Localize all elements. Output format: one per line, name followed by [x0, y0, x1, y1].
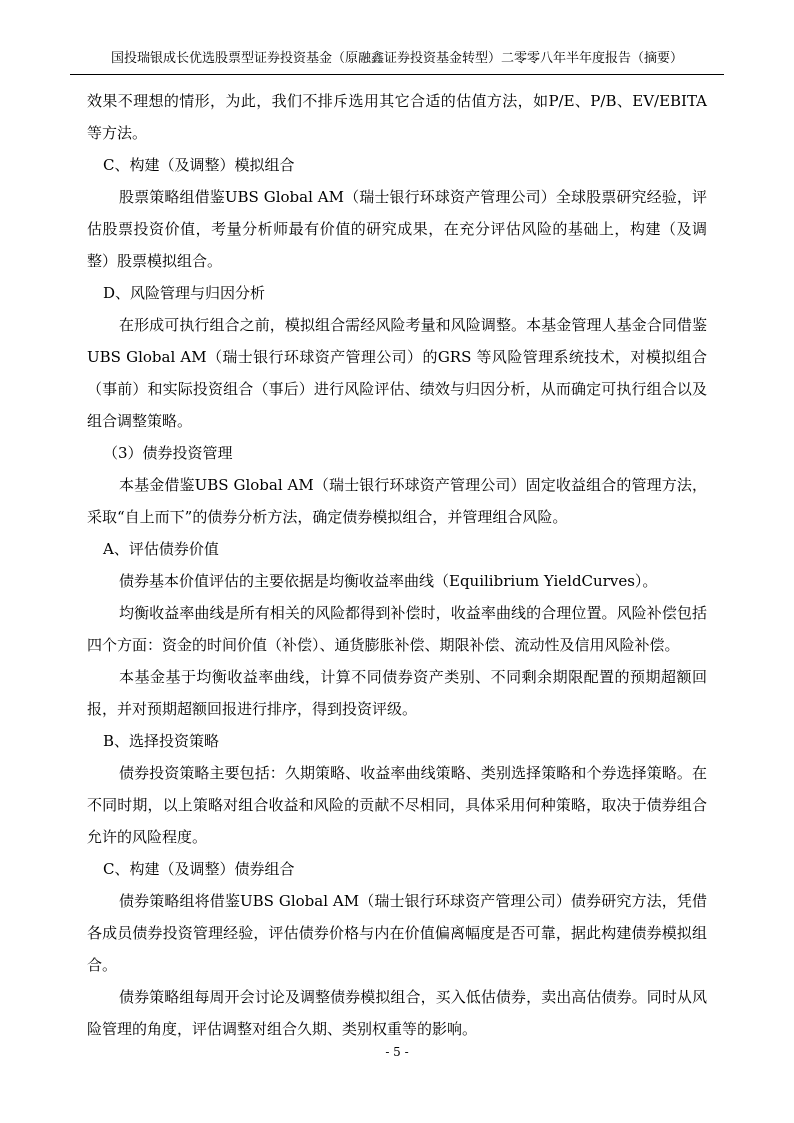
section-heading-risk-attribution: D、风险管理与归因分析 — [103, 284, 266, 302]
paragraph-excess-return-ranking: 本基金基于均衡收益率曲线，计算不同债券资产类别、不同剩余期限配置的预期超额回报，并对预期超额回报进行排序，得到投资评级。 — [87, 668, 707, 718]
paragraph-equilibrium-yield-curve: 债券基本价值评估的主要依据是均衡收益率曲线（Equilibrium YieldCurves）。 — [119, 572, 658, 590]
paragraph-bond-research: 债券策略组将借鉴UBS Global AM（瑞士银行环球资产管理公司）债券研究方法，凭借各成员债券投资管理经验，评估债券价格与内在价值偏离幅度是否可靠，据此构建债券模拟组合。 — [87, 892, 707, 974]
section-heading-investment-strategy: B、选择投资策略 — [103, 732, 220, 750]
section-heading-build-bond-portfolio: C、构建（及调整）债券组合 — [103, 860, 295, 878]
section-heading-bond-management: （3）债券投资管理 — [103, 444, 233, 462]
paragraph-risk-compensation: 均衡收益率曲线是所有相关的风险都得到补偿时，收益率曲线的合理位置。风险补偿包括四个方面：资金的时间价值（补偿）、通货膨胀补偿、期限补偿、流动性及信用风险补偿。 — [87, 604, 707, 654]
paragraph-risk-management: 在形成可执行组合之前，模拟组合需经风险考量和风险调整。本基金管理人基金合同借鉴UBS Global AM（瑞士银行环球资产管理公司）的GRS 等风险管理系统技术，对模拟组合（事前）和实际投资组合（事后）进行风险评估、绩效与归因分析，从而确定可执行组合以及组合调整策略。 — [87, 316, 707, 430]
paragraph-weekly-adjustment: 债券策略组每周开会讨论及调整债券模拟组合，买入低估债券，卖出高估债券。同时从风险管理的角度，评估调整对组合久期、类别权重等的影响。 — [87, 988, 707, 1038]
paragraph-equity-model-portfolio: 股票策略组借鉴UBS Global AM（瑞士银行环球资产管理公司）全球股票研究经验，评估股票投资价值，考量分析师最有价值的研究成果，在充分评估风险的基础上，构建（及调整）股票模拟组合。 — [87, 188, 707, 270]
document-body — [87, 85, 707, 1045]
section-heading-build-model-portfolio: C、构建（及调整）模拟组合 — [103, 156, 295, 174]
paragraph-bond-approach: 本基金借鉴UBS Global AM（瑞士银行环球资产管理公司）固定收益组合的管理方法，采取“自上而下”的债券分析方法，确定债券模拟组合，并管理组合风险。 — [87, 476, 707, 526]
paragraph-valuation-methods: 效果不理想的情形，为此，我们不排斥选用其它合适的估值方法，如P/E、P/B、EV/EBITA等方法。 — [87, 92, 707, 142]
section-heading-bond-valuation: A、评估债券价值 — [103, 540, 219, 558]
header-divider — [70, 74, 724, 75]
paragraph-bond-strategies: 债券投资策略主要包括：久期策略、收益率曲线策略、类别选择策略和个券选择策略。在不同时期，以上策略对组合收益和风险的贡献不尽相同，具体采用何种策略，取决于债券组合允许的风险程度。 — [87, 764, 707, 846]
page-number: - 5 - — [385, 1045, 409, 1059]
page-header: 国投瑞银成长优选股票型证券投资基金（原融鑫证券投资基金转型）二零零八年半年度报告（摘要） — [110, 51, 683, 66]
